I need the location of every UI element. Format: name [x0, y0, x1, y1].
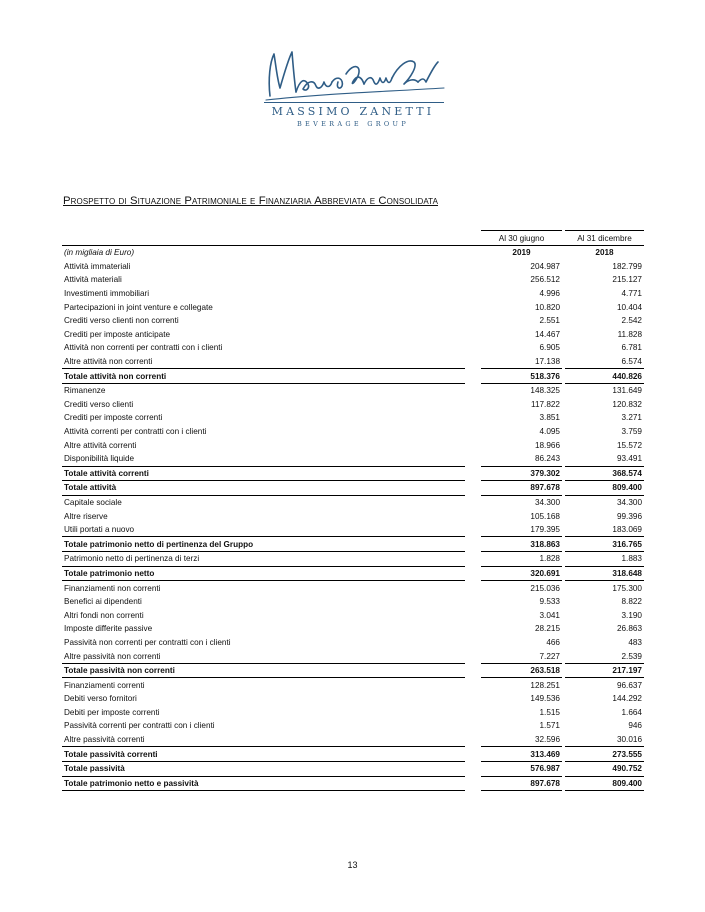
table-row	[62, 649, 644, 663]
row-gap	[465, 438, 481, 452]
table-row	[62, 369, 644, 384]
table-row	[62, 523, 644, 537]
row-gap	[465, 509, 481, 523]
row-label: Altre passività non correnti	[64, 651, 161, 661]
balance-sheet-table	[62, 230, 644, 791]
row-value-2018: 182.799	[612, 261, 642, 271]
row-value-2018: 483	[628, 637, 642, 647]
row-value-2018: 10.404	[616, 302, 642, 312]
table-row	[62, 747, 644, 762]
row-gap	[465, 314, 481, 328]
row-value-2019: 128.251	[530, 680, 560, 690]
row-value-2019: 215.036	[530, 583, 560, 593]
row-gap	[465, 719, 481, 733]
row-label: Totale patrimonio netto	[62, 566, 465, 581]
row-gap	[465, 663, 481, 678]
row-label: Totale patrimonio netto e passività	[62, 776, 465, 791]
row-label: Benefici ai dipendenti	[64, 597, 142, 607]
row-value-2018: 1.664	[621, 707, 642, 717]
table-row	[62, 341, 644, 355]
row-gap	[465, 411, 481, 425]
row-value-2018: 2.542	[621, 316, 642, 326]
row-label: Attività correnti per contratti con i clienti	[64, 427, 207, 437]
row-label: Crediti per imposte anticipate	[64, 329, 171, 339]
row-value-2019: 518.376	[481, 369, 562, 384]
row-gap	[465, 260, 481, 274]
row-gap	[465, 481, 481, 496]
table-row	[62, 566, 644, 581]
row-label: Altre attività non correnti	[64, 357, 153, 367]
row-gap	[465, 776, 481, 791]
row-gap	[465, 495, 481, 509]
row-label: Utili portati a nuovo	[64, 525, 135, 535]
column-year-2019: 2019	[481, 246, 562, 260]
row-value-2018: 183.069	[612, 525, 642, 535]
table-row	[62, 692, 644, 706]
row-value-2019: 32.596	[534, 735, 560, 745]
header-blank	[62, 231, 465, 246]
row-value-2019: 4.996	[539, 289, 560, 299]
row-label: Altre passività correnti	[64, 735, 145, 745]
row-gap	[465, 581, 481, 595]
row-label: Finanziamenti non correnti	[64, 583, 161, 593]
row-gap	[465, 425, 481, 439]
row-value-2018: 34.300	[616, 497, 642, 507]
table-row	[62, 663, 644, 678]
row-value-2018: 368.574	[565, 466, 644, 481]
row-value-2019: 576.987	[481, 761, 562, 776]
row-label: Passività non correnti per contratti con i clienti	[64, 637, 231, 647]
logo-divider	[264, 102, 444, 103]
row-label: Attività materiali	[64, 275, 122, 285]
row-label: Totale attività non correnti	[62, 369, 465, 384]
row-value-2019: 28.215	[534, 624, 560, 634]
table-row	[62, 466, 644, 481]
row-value-2018: 144.292	[612, 694, 642, 704]
row-value-2019: 86.243	[534, 454, 560, 464]
row-value-2019: 897.678	[481, 776, 562, 791]
row-label: Passività correnti per contratti con i clienti	[64, 721, 215, 731]
row-value-2018: 96.637	[616, 680, 642, 690]
row-gap	[465, 706, 481, 720]
row-value-2018: 946	[628, 721, 642, 731]
row-value-2019: 149.536	[530, 694, 560, 704]
row-value-2019: 17.138	[534, 357, 560, 367]
row-value-2018: 809.400	[565, 776, 644, 791]
row-gap	[465, 369, 481, 384]
row-label: Totale passività	[62, 761, 465, 776]
row-gap	[465, 595, 481, 609]
row-value-2019: 1.828	[539, 554, 560, 564]
row-value-2019: 897.678	[481, 481, 562, 496]
document-title: Prospetto di Situazione Patrimoniale e Finanziaria Abbreviata e Consolidata	[63, 195, 439, 207]
table-row	[62, 678, 644, 692]
table-row	[62, 776, 644, 791]
row-label: Patrimonio netto di pertinenza di terzi	[64, 554, 200, 564]
row-label: Debiti verso fornitori	[64, 694, 137, 704]
row-value-2018: 316.765	[565, 537, 644, 552]
row-value-2019: 466	[546, 637, 560, 647]
row-value-2018: 809.400	[565, 481, 644, 496]
row-label: Totale patrimonio netto di pertinenza del Gruppo	[62, 537, 465, 552]
table-row	[62, 509, 644, 523]
row-label: Totale passività non correnti	[62, 663, 465, 678]
row-value-2019: 18.966	[534, 440, 560, 450]
row-label: Altre attività correnti	[64, 440, 137, 450]
row-label: Totale attività correnti	[62, 466, 465, 481]
row-gap	[465, 761, 481, 776]
row-value-2019: 3.041	[539, 610, 560, 620]
row-value-2018: 175.300	[612, 583, 642, 593]
row-label: Crediti verso clienti non correnti	[64, 316, 179, 326]
table-header-row-years	[62, 246, 644, 260]
row-gap	[465, 692, 481, 706]
row-gap	[465, 273, 481, 287]
row-value-2019: 105.168	[530, 511, 560, 521]
row-gap	[465, 300, 481, 314]
row-gap	[465, 383, 481, 397]
row-gap	[465, 747, 481, 762]
row-value-2018: 440.826	[565, 369, 644, 384]
row-gap	[465, 355, 481, 369]
row-value-2018: 93.491	[616, 454, 642, 464]
row-value-2019: 148.325	[530, 386, 560, 396]
table-row	[62, 552, 644, 567]
row-gap	[465, 552, 481, 567]
row-label: Attività immateriali	[64, 261, 131, 271]
row-value-2018: 3.190	[621, 610, 642, 620]
row-label: Rimanenze	[64, 386, 106, 396]
column-header-december: Al 31 dicembre	[565, 231, 644, 246]
row-gap	[465, 328, 481, 342]
row-gap	[465, 622, 481, 636]
row-value-2019: 256.512	[530, 275, 560, 285]
unit-label: (in migliaia di Euro)	[62, 246, 465, 260]
row-label: Investimenti immobiliari	[64, 289, 150, 299]
row-gap	[465, 341, 481, 355]
table-header-row-dates	[62, 231, 644, 246]
row-label: Disponibilità liquide	[64, 454, 135, 464]
table-row	[62, 425, 644, 439]
table-row	[62, 328, 644, 342]
row-value-2019: 10.820	[534, 302, 560, 312]
row-value-2018: 131.649	[612, 386, 642, 396]
table-row	[62, 581, 644, 595]
row-value-2018: 26.863	[616, 624, 642, 634]
row-gap	[465, 566, 481, 581]
row-value-2018: 217.197	[565, 663, 644, 678]
row-gap	[465, 398, 481, 412]
row-value-2019: 318.863	[481, 537, 562, 552]
table-row	[62, 636, 644, 650]
row-gap	[465, 608, 481, 622]
table-row	[62, 733, 644, 747]
table-row	[62, 495, 644, 509]
table-row	[62, 300, 644, 314]
row-gap	[465, 452, 481, 466]
row-value-2019: 179.395	[530, 525, 560, 535]
row-value-2019: 34.300	[534, 497, 560, 507]
row-value-2018: 15.572	[616, 440, 642, 450]
table-row	[62, 260, 644, 274]
row-value-2018: 6.781	[621, 343, 642, 353]
row-value-2019: 4.095	[539, 427, 560, 437]
row-value-2019: 3.851	[539, 413, 560, 423]
table-body	[62, 260, 644, 791]
row-value-2018: 11.828	[617, 329, 642, 339]
table-row	[62, 438, 644, 452]
row-value-2019: 320.691	[481, 566, 562, 581]
table-row	[62, 595, 644, 609]
row-label: Crediti verso clienti	[64, 399, 134, 409]
table-row	[62, 411, 644, 425]
row-label: Imposte differite passive	[64, 624, 153, 634]
page-number: 13	[347, 860, 358, 870]
row-gap	[465, 537, 481, 552]
table-row	[62, 273, 644, 287]
row-value-2019: 117.822	[531, 399, 560, 409]
row-value-2018: 2.539	[621, 651, 642, 661]
table-row	[62, 355, 644, 369]
table-row	[62, 706, 644, 720]
row-value-2019: 1.515	[539, 707, 560, 717]
row-gap	[465, 523, 481, 537]
row-label: Totale attività	[62, 481, 465, 496]
row-gap	[465, 636, 481, 650]
table-row	[62, 608, 644, 622]
row-label: Capitale sociale	[64, 497, 122, 507]
row-value-2019: 313.469	[481, 747, 562, 762]
row-gap	[465, 287, 481, 301]
row-label: Totale passività correnti	[62, 747, 465, 762]
table-row	[62, 314, 644, 328]
row-value-2019: 14.467	[534, 329, 560, 339]
row-gap	[465, 466, 481, 481]
row-label: Altri fondi non correnti	[64, 610, 144, 620]
table-row	[62, 537, 644, 552]
row-value-2018: 1.883	[621, 554, 642, 564]
row-value-2019: 204.987	[530, 261, 560, 271]
row-value-2018: 3.759	[621, 427, 642, 437]
column-year-2018: 2018	[565, 246, 644, 260]
table-row	[62, 622, 644, 636]
row-value-2018: 215.127	[612, 275, 642, 285]
row-value-2019: 9.533	[539, 597, 560, 607]
row-value-2018: 6.574	[621, 357, 642, 367]
row-label: Partecipazioni in joint venture e collegate	[64, 302, 213, 312]
row-value-2018: 273.555	[565, 747, 644, 762]
row-value-2018: 120.832	[612, 399, 642, 409]
row-value-2019: 379.302	[481, 466, 562, 481]
row-value-2018: 4.771	[621, 289, 642, 299]
row-value-2018: 318.648	[565, 566, 644, 581]
row-value-2019: 2.551	[539, 316, 560, 326]
row-value-2018: 8.822	[621, 597, 642, 607]
table-row	[62, 398, 644, 412]
table-row	[62, 452, 644, 466]
company-logo	[258, 44, 448, 134]
row-value-2019: 7.227	[539, 651, 560, 661]
row-value-2019: 263.518	[481, 663, 562, 678]
row-label: Altre riserve	[64, 511, 108, 521]
table-row	[62, 719, 644, 733]
table-row	[62, 481, 644, 496]
row-value-2018: 30.016	[616, 735, 642, 745]
row-value-2018: 490.752	[565, 761, 644, 776]
column-header-june: Al 30 giugno	[481, 231, 562, 246]
row-value-2019: 6.905	[539, 343, 560, 353]
row-gap	[465, 733, 481, 747]
row-value-2018: 99.396	[616, 511, 642, 521]
brand-subtitle: BEVERAGE GROUP	[296, 120, 410, 128]
row-value-2019: 1.571	[539, 721, 560, 731]
row-label: Finanziamenti correnti	[64, 680, 145, 690]
brand-name: MASSIMO ZANETTI	[271, 105, 435, 118]
row-value-2018: 3.271	[621, 413, 642, 423]
row-label: Debiti per imposte correnti	[64, 707, 160, 717]
table-row	[62, 383, 644, 397]
signature-logo-icon	[258, 44, 448, 102]
row-gap	[465, 678, 481, 692]
row-gap	[465, 649, 481, 663]
table-row	[62, 761, 644, 776]
row-label: Attività non correnti per contratti con i clienti	[64, 343, 223, 353]
row-label: Crediti per imposte correnti	[64, 413, 163, 423]
table-row	[62, 287, 644, 301]
